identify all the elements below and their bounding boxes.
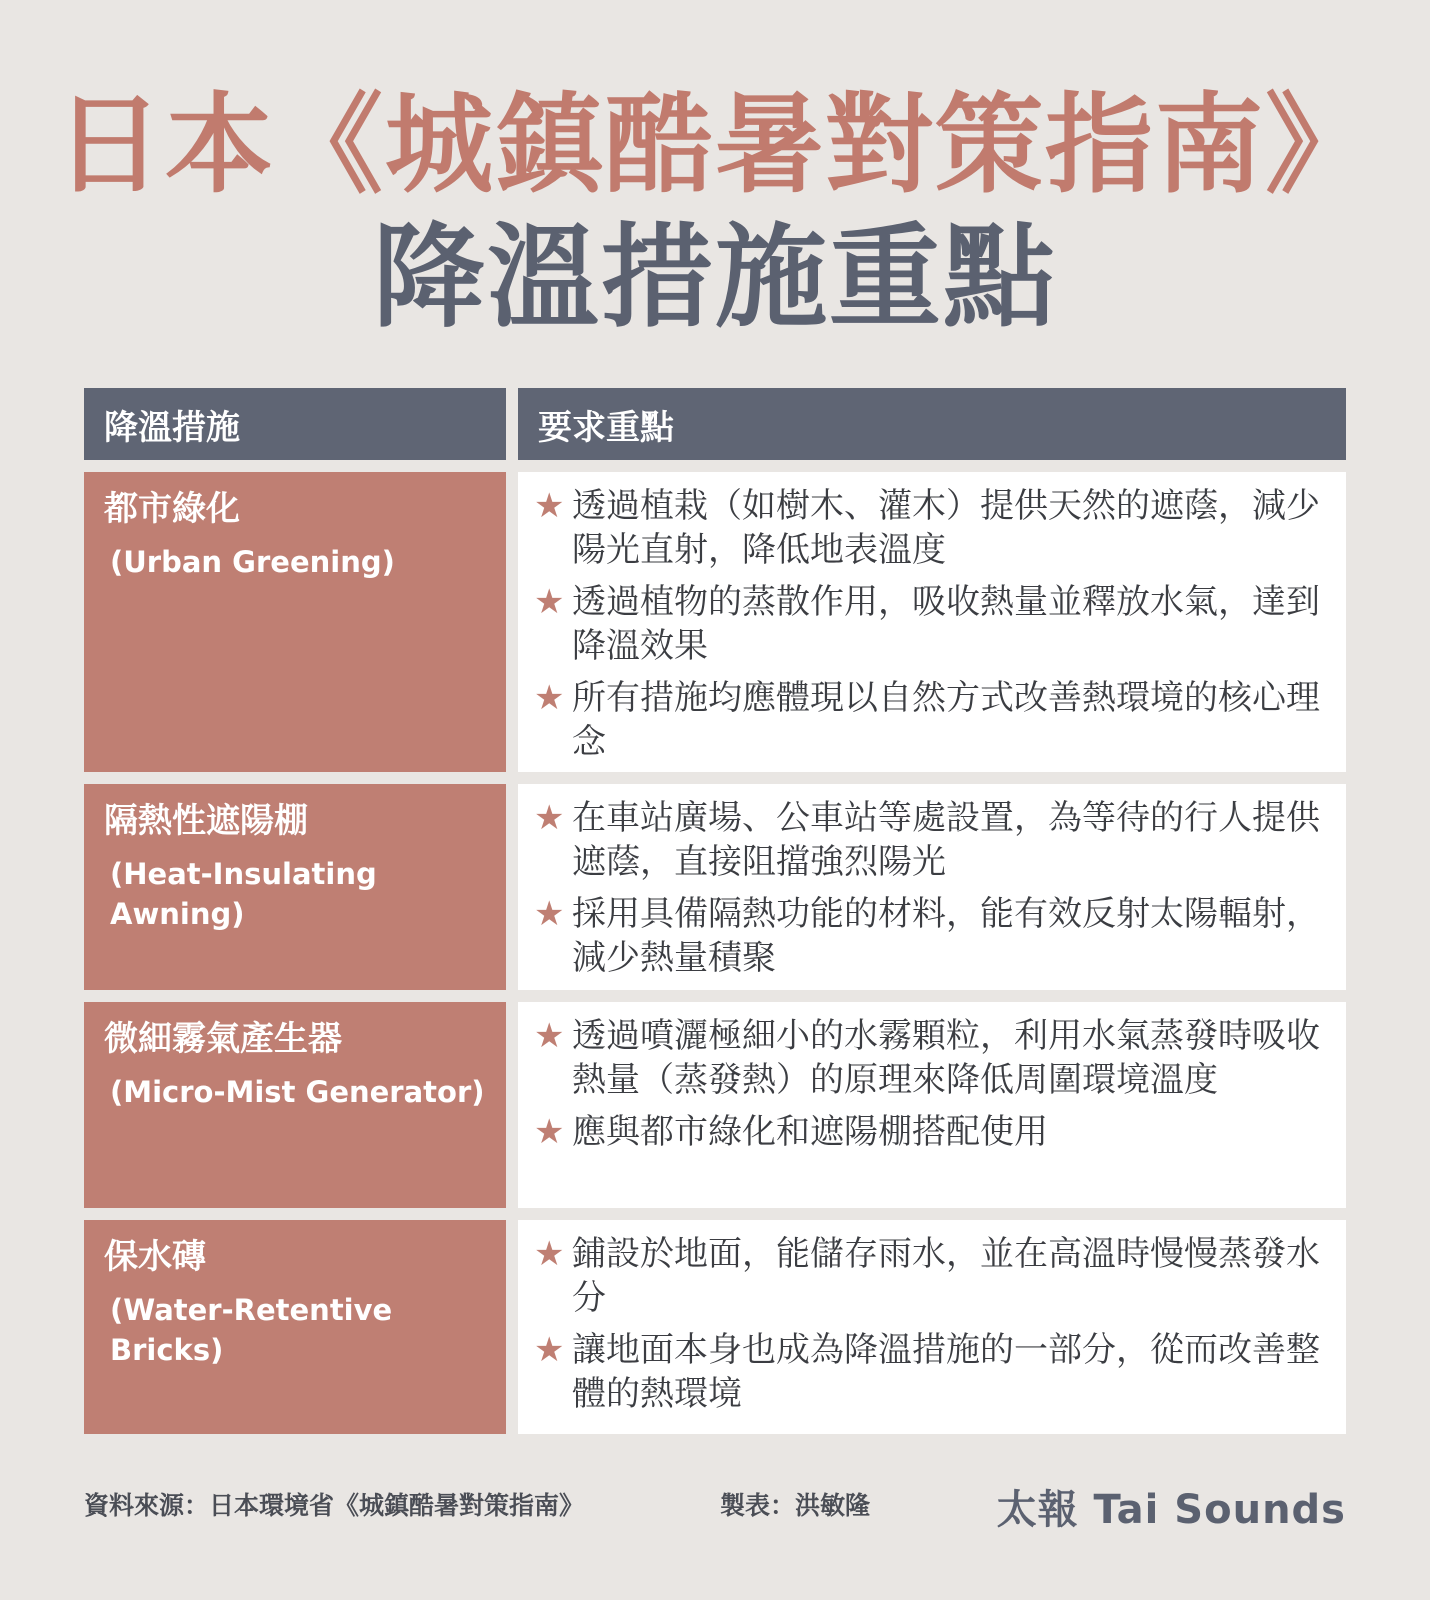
- measure-name-en: (Heat-Insulating Awning): [110, 857, 377, 931]
- table-row: [84, 784, 1346, 990]
- brand-logo: 太報 Tai Sounds: [996, 1487, 1346, 1533]
- list-item: [534, 1110, 1328, 1154]
- point-text: 讓地面本身也成為降溫措施的一部分，從而改善整體的熱環境: [572, 1330, 1320, 1414]
- table-row: [84, 1220, 1346, 1434]
- point-text: 透過噴灑極細小的水霧顆粒，利用水氣蒸發時吸收熱量（蒸發熱）的原理來降低周圍環境溫度: [572, 1016, 1320, 1100]
- source-credit: 資料來源：日本環境省《城鎮酷暑對策指南》: [84, 1491, 585, 1520]
- point-text: 透過植栽（如樹木、灌木）提供天然的遮蔭，減少陽光直射，降低地表溫度: [572, 486, 1320, 570]
- point-text: 採用具備隔熱功能的材料，能有效反射太陽輻射，減少熱量積聚: [572, 894, 1320, 978]
- star-icon: ★: [534, 894, 565, 934]
- list-item: [534, 484, 1328, 572]
- header-measure: 降溫措施: [84, 388, 506, 460]
- list-item: [534, 676, 1328, 764]
- table-row: [84, 1002, 1346, 1208]
- measure-cell: [84, 784, 506, 990]
- measures-table: [84, 388, 1346, 1434]
- list-item: [534, 1014, 1328, 1102]
- measure-name-zh: 微細霧氣產生器: [104, 1019, 342, 1059]
- star-icon: ★: [534, 1234, 565, 1274]
- star-icon: ★: [534, 582, 565, 622]
- list-item: [534, 1328, 1328, 1416]
- point-text: 所有措施均應體現以自然方式改善熱環境的核心理念: [572, 678, 1320, 762]
- point-text: 應與都市綠化和遮陽棚搭配使用: [572, 1112, 1048, 1152]
- list-item: [534, 1232, 1328, 1320]
- measure-name-en: (Water-Retentive Bricks): [110, 1293, 393, 1367]
- measure-name-zh: 隔熱性遮陽棚: [104, 801, 308, 841]
- maker-credit: 製表：洪敏隆: [720, 1491, 871, 1520]
- point-text: 在車站廣場、公車站等處設置，為等待的行人提供遮蔭，直接阻擋強烈陽光: [572, 798, 1320, 882]
- star-icon: ★: [534, 1112, 565, 1152]
- measure-cell: [84, 1220, 506, 1434]
- point-text: 鋪設於地面，能儲存雨水，並在高溫時慢慢蒸發水分: [572, 1234, 1320, 1318]
- requirements-cell: [518, 472, 1346, 772]
- list-item: [534, 796, 1328, 884]
- measure-name-en: (Micro-Mist Generator): [110, 1075, 485, 1109]
- measure-cell: [84, 1002, 506, 1208]
- star-icon: ★: [534, 1330, 565, 1370]
- list-item: [534, 580, 1328, 668]
- measure-name-zh: 保水磚: [104, 1237, 206, 1277]
- table-row: [84, 472, 1346, 772]
- star-icon: ★: [534, 1016, 565, 1056]
- footer: [84, 1478, 1346, 1533]
- point-text: 透過植物的蒸散作用，吸收熱量並釋放水氣，達到降溫效果: [572, 582, 1320, 666]
- star-icon: ★: [534, 678, 565, 718]
- header-requirements: 要求重點: [518, 388, 1346, 460]
- star-icon: ★: [534, 798, 565, 838]
- requirements-cell: [518, 1002, 1346, 1208]
- title-line-1: 日本《城鎮酷暑對策指南》: [54, 83, 1375, 208]
- measure-name-zh: 都市綠化: [104, 489, 240, 529]
- measure-cell: [84, 472, 506, 772]
- requirements-cell: [518, 1220, 1346, 1434]
- star-icon: ★: [534, 486, 565, 526]
- table-header: [84, 388, 1346, 460]
- list-item: [534, 892, 1328, 980]
- title-line-2: 降溫措施重點: [373, 213, 1057, 343]
- requirements-cell: [518, 784, 1346, 990]
- measure-name-en: (Urban Greening): [110, 545, 395, 579]
